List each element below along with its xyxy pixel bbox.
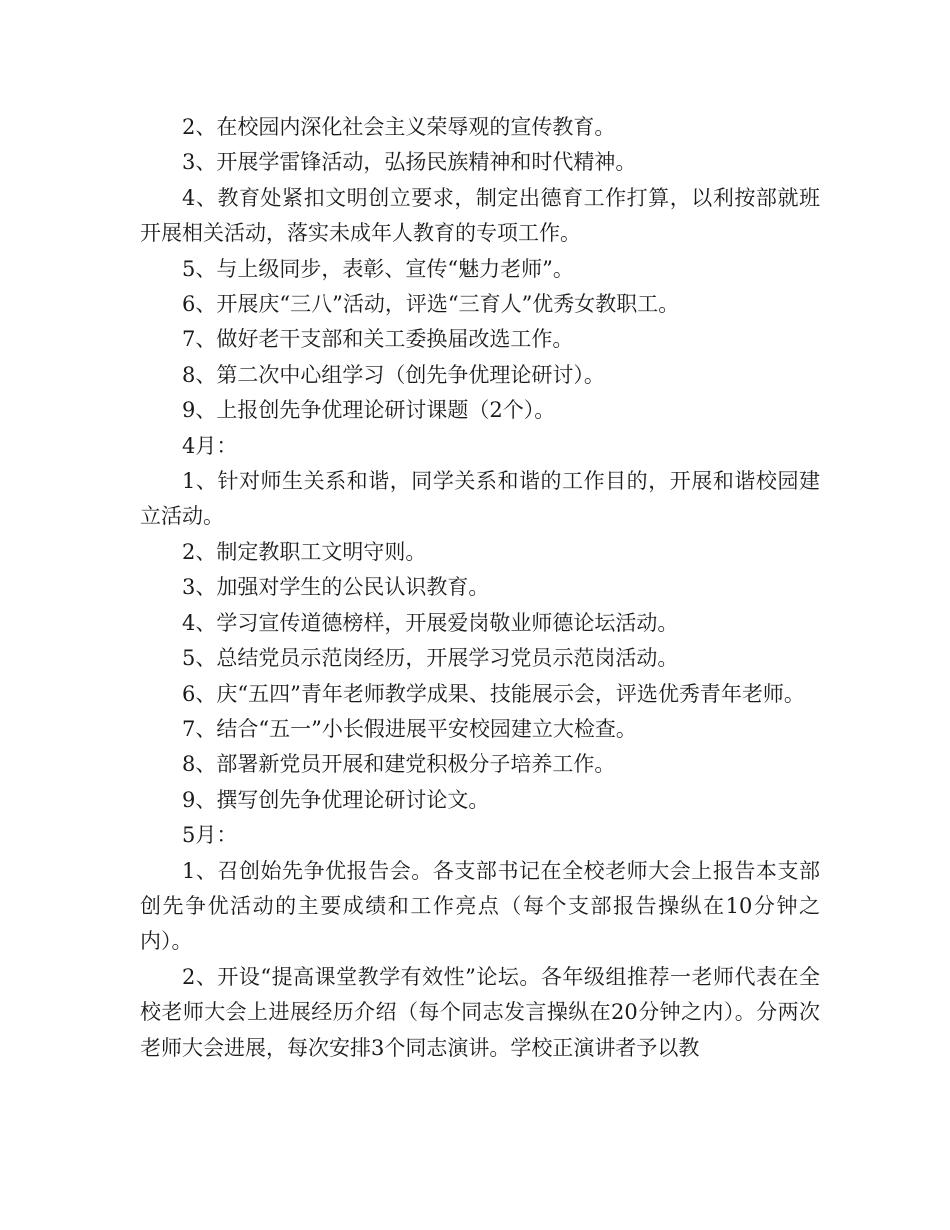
paragraph: 5、与上级同步，表彰、宣传“魅力老师”。: [182, 256, 574, 281]
paragraph: 3、加强对学生的公民认识教育。: [182, 575, 490, 600]
paragraph: 3、开展学雷锋活动，弘扬民族精神和时代精神。: [182, 150, 637, 175]
section-heading-may: 5月：: [182, 823, 238, 848]
paragraph: 7、结合“五一”小长假进展平安校园建立大检查。: [182, 716, 637, 741]
paragraph: 4、学习宣传道德榜样，开展爱岗敬业师德论坛活动。: [182, 610, 679, 635]
paragraph: 6、庆“五四”青年老师教学成果、技能展示会，评选优秀青年老师。: [182, 681, 805, 706]
paragraph: 9、撰写创先争优理论研讨论文。: [182, 787, 490, 812]
paragraph: 6、开展庆“三八”活动，评选“三育人”优秀女教职工。: [182, 292, 680, 317]
paragraph: 7、做好老干支部和关工委换届改选工作。: [182, 327, 574, 352]
paragraph: 2、制定教职工文明守则。: [182, 539, 427, 564]
paragraph: 8、第二次中心组学习（创先争优理论研讨）。: [182, 362, 605, 387]
paragraph: 2、在校园内深化社会主义荣辱观的宣传教育。: [182, 115, 616, 139]
paragraph: 8、部署新党员开展和建党积极分子培养工作。: [182, 752, 616, 777]
paragraph: 2、开设“提高课堂教学有效性”论坛。各年级组推荐一老师代表在全校老师大会上进展经历介绍（每个同志发言操纵在20分钟之内）。分两次老师大会进展，每次安排3个同志演讲。学校正演讲者予以教: [140, 964, 820, 1060]
paragraph: 5、总结党员示范岗经历，开展学习党员示范岗活动。: [182, 646, 679, 671]
section-heading-april: 4月：: [182, 433, 238, 458]
document-body: [140, 110, 820, 1066]
paragraph: 1、针对师生关系和谐，同学关系和谐的工作目的，开展和谐校园建立活动。: [140, 469, 820, 529]
paragraph: 9、上报创先争优理论研讨课题（2个）。: [182, 398, 556, 423]
paragraph: 1、召创始先争优报告会。各支部书记在全校老师大会上报告本支部创先争优活动的主要成绩和工作亮点（每个支部报告操纵在10分钟之内）。: [140, 858, 820, 954]
paragraph: 4、教育处紧扣文明创立要求，制定出德育工作打算，以利按部就班开展相关活动，落实未成年人教育的专项工作。: [140, 185, 820, 246]
